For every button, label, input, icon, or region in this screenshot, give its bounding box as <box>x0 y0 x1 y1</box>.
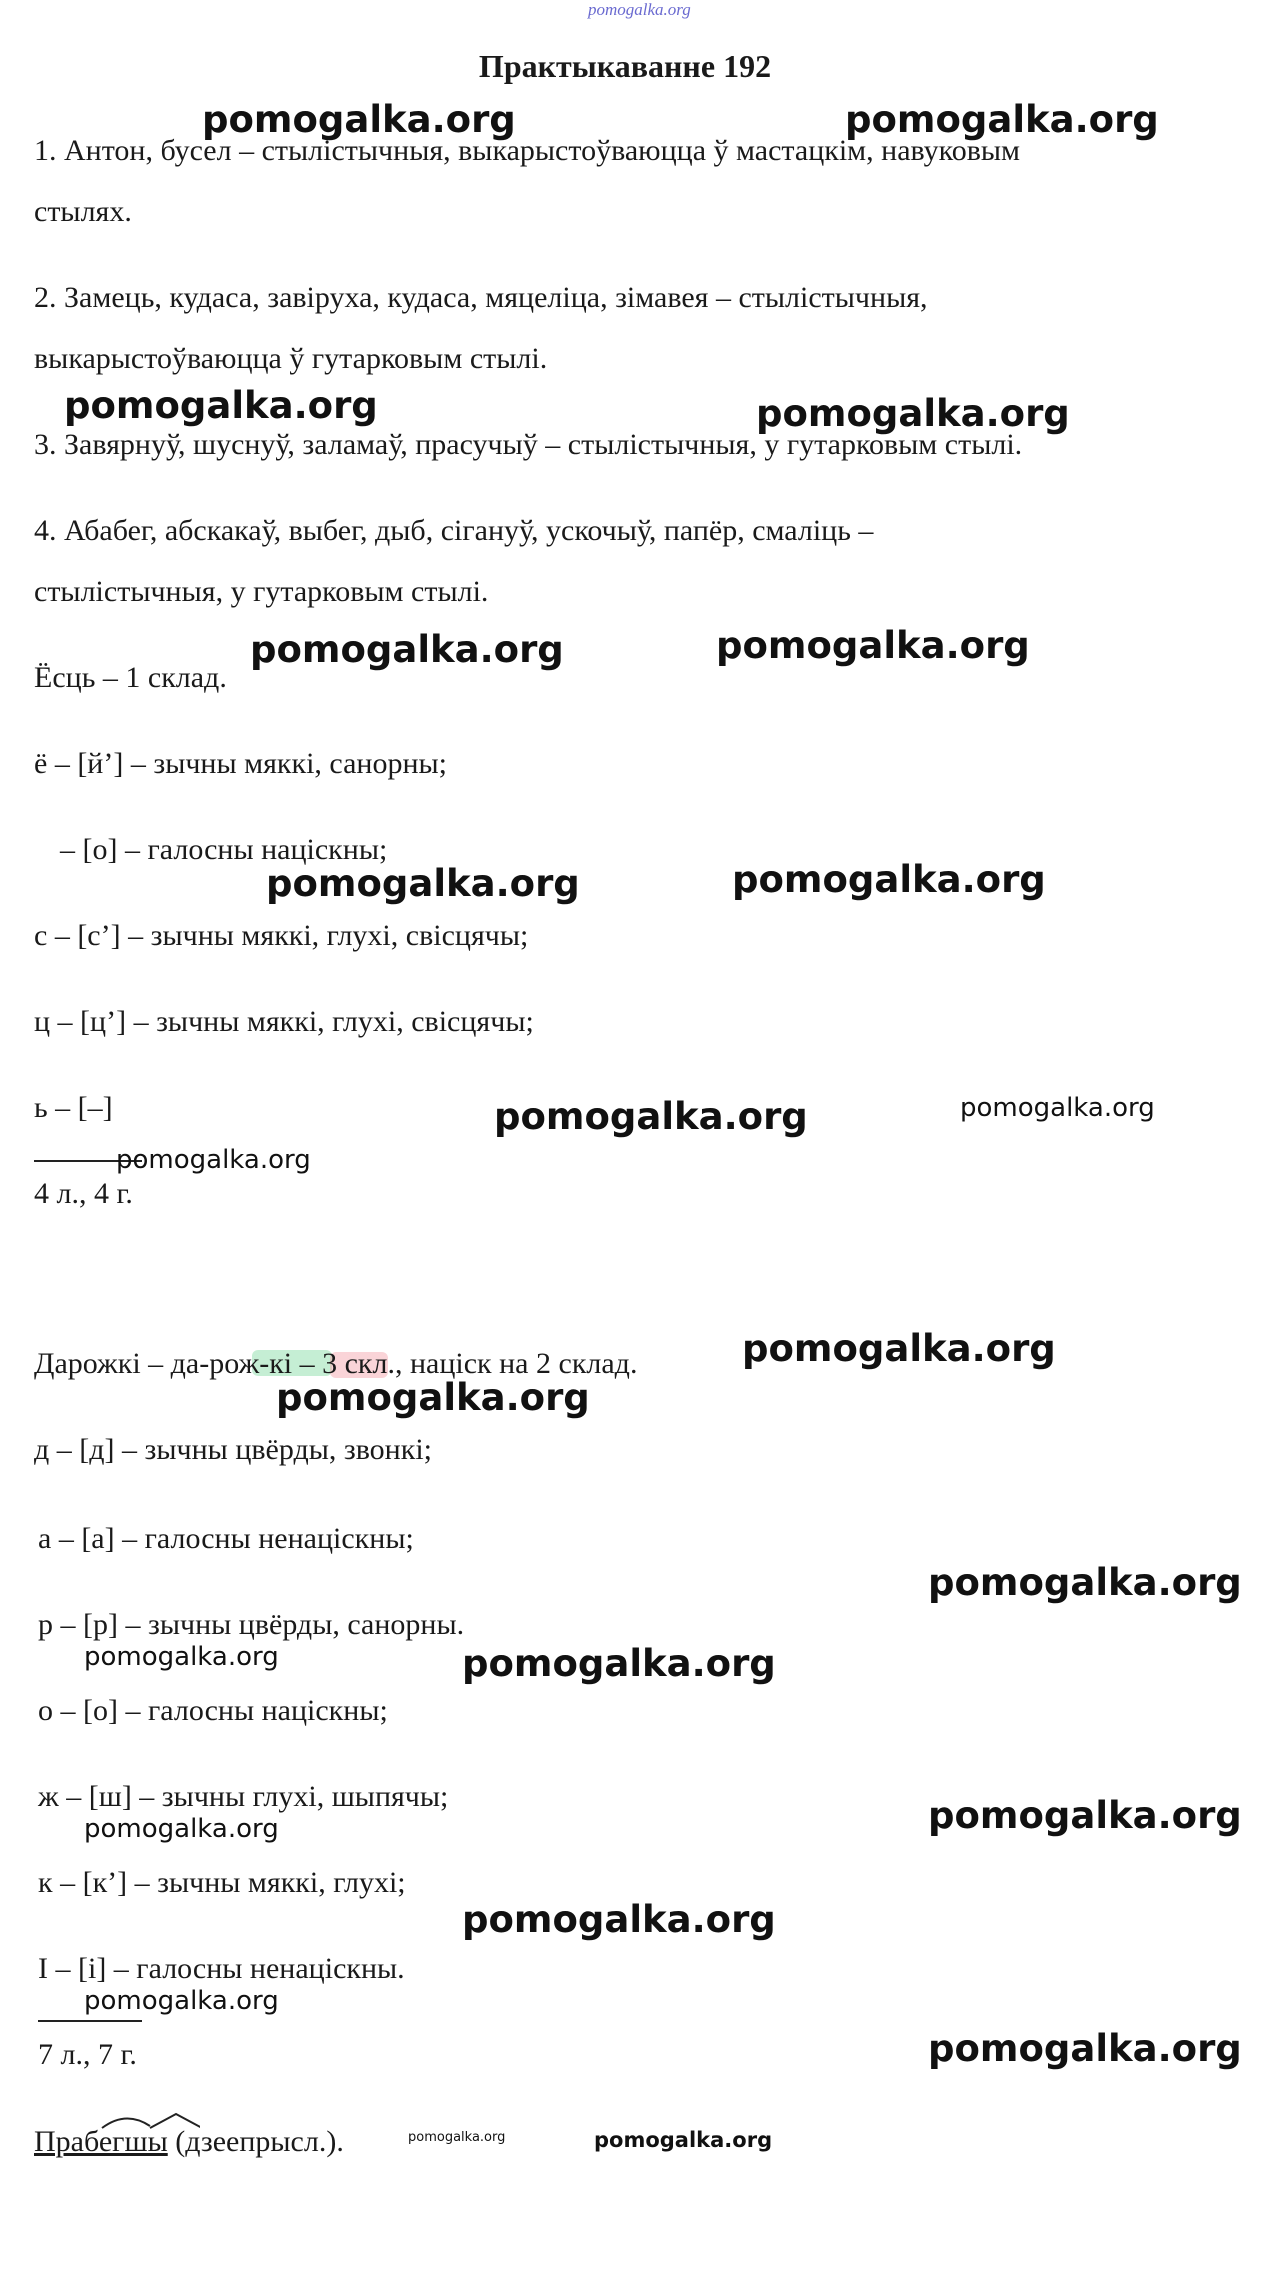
watermark: pomogalka.org <box>594 2128 773 2152</box>
paragraph-4-line-1: 4. Абабег, абскакаў, выбег, дыб, сігануў, ускочыў, папёр, смаліць – <box>34 514 874 547</box>
watermark: pomogalka.org <box>716 624 1030 667</box>
watermark: pomogalka.org <box>928 1561 1242 1604</box>
analysis-2-total: 7 л., 7 г. <box>38 2038 137 2071</box>
watermark: pomogalka.org <box>64 384 378 427</box>
watermark: pomogalka.org <box>266 862 580 905</box>
analysis-2-line: д – [д] – зычны цвёрды, звонкі; <box>34 1433 432 1466</box>
watermark: pomogalka.org <box>84 1986 279 2016</box>
watermark: pomogalka.org <box>84 1814 279 1844</box>
analysis-1-line: – [о] – галосны націскны; <box>60 833 388 866</box>
watermark: pomogalka.org <box>756 392 1070 435</box>
paragraph-1-line-2: стылях. <box>34 195 132 228</box>
page-title: Практыкаванне 192 <box>478 48 772 84</box>
paragraph-2-line-1: 2. Замець, кудаса, завіруха, кудаса, мяцеліца, зімавея – стылістычныя, <box>34 281 928 314</box>
top-watermark: pomogalka.org <box>588 0 691 19</box>
last-line <box>34 2124 344 2160</box>
watermark: pomogalka.org <box>84 1642 279 1672</box>
paragraph-3: 3. Завярнуў, шуснуў, заламаў, прасучыў – стылістычныя, у гутарковым стылі. <box>34 428 1023 461</box>
watermark: pomogalka.org <box>742 1327 1056 1370</box>
watermark: pomogalka.org <box>960 1093 1155 1123</box>
watermark: pomogalka.org <box>250 628 564 671</box>
watermark: pomogalka.org <box>732 858 1046 901</box>
watermark: pomogalka.org <box>116 1145 311 1175</box>
watermark: pomogalka.org <box>202 98 516 141</box>
analysis-2-line: к – [к’] – зычны мяккі, глухі; <box>38 1866 406 1899</box>
watermark: pomogalka.org <box>494 1095 808 1138</box>
watermark: pomogalka.org <box>408 2130 506 2145</box>
watermark: pomogalka.org <box>462 1642 776 1685</box>
watermark: pomogalka.org <box>845 98 1159 141</box>
analysis-2-line: І – [і] – галосны ненаціскны. <box>38 1952 405 1985</box>
watermark: pomogalka.org <box>276 1376 590 1419</box>
analysis-1-line: с – [с’] – зычны мяккі, глухі, свісцячы; <box>34 919 529 952</box>
analysis-1-line: ё – [й’] – зычны мяккі, санорны; <box>34 747 448 780</box>
prabegshy-word: Прабегшы <box>34 2125 168 2158</box>
analysis-1-total: 4 л., 4 г. <box>34 1177 133 1210</box>
paragraph-1-line-1: 1. Антон, бусел – стылістычныя, выкарыстоўваюцца ў мастацкім, навуковым <box>34 134 1021 167</box>
analysis-1-line: ь – [–] <box>34 1091 113 1124</box>
analysis-2-line: р – [р] – зычны цвёрды, санорны. <box>38 1608 465 1641</box>
watermark: pomogalka.org <box>928 1794 1242 1837</box>
total-underline <box>38 2020 142 2022</box>
analysis-2-line: ж – [ш] – зычны глухі, шыпячы; <box>38 1780 449 1813</box>
paragraph-2-line-2: выкарыстоўваюцца ў гутарковым стылі. <box>34 342 548 375</box>
analysis-1-line: ц – [ц’] – зычны мяккі, глухі, свісцячы; <box>34 1005 534 1038</box>
analysis-1-heading: Ёсць – 1 склад. <box>34 661 227 694</box>
analysis-2-line: а – [а] – галосны ненаціскны; <box>38 1522 414 1555</box>
watermark: pomogalka.org <box>462 1898 776 1941</box>
analysis-2-heading: Дарожкі – да-рож-кі – 3 скл., націск на 2 склад. <box>34 1347 638 1380</box>
watermark: pomogalka.org <box>928 2027 1242 2070</box>
analysis-2-line: о – [о] – галосны націскны; <box>38 1694 388 1727</box>
word-note: (дзеепрысл.). <box>167 2125 344 2158</box>
paragraph-4-line-2: стылістычныя, у гутарковым стылі. <box>34 575 489 608</box>
